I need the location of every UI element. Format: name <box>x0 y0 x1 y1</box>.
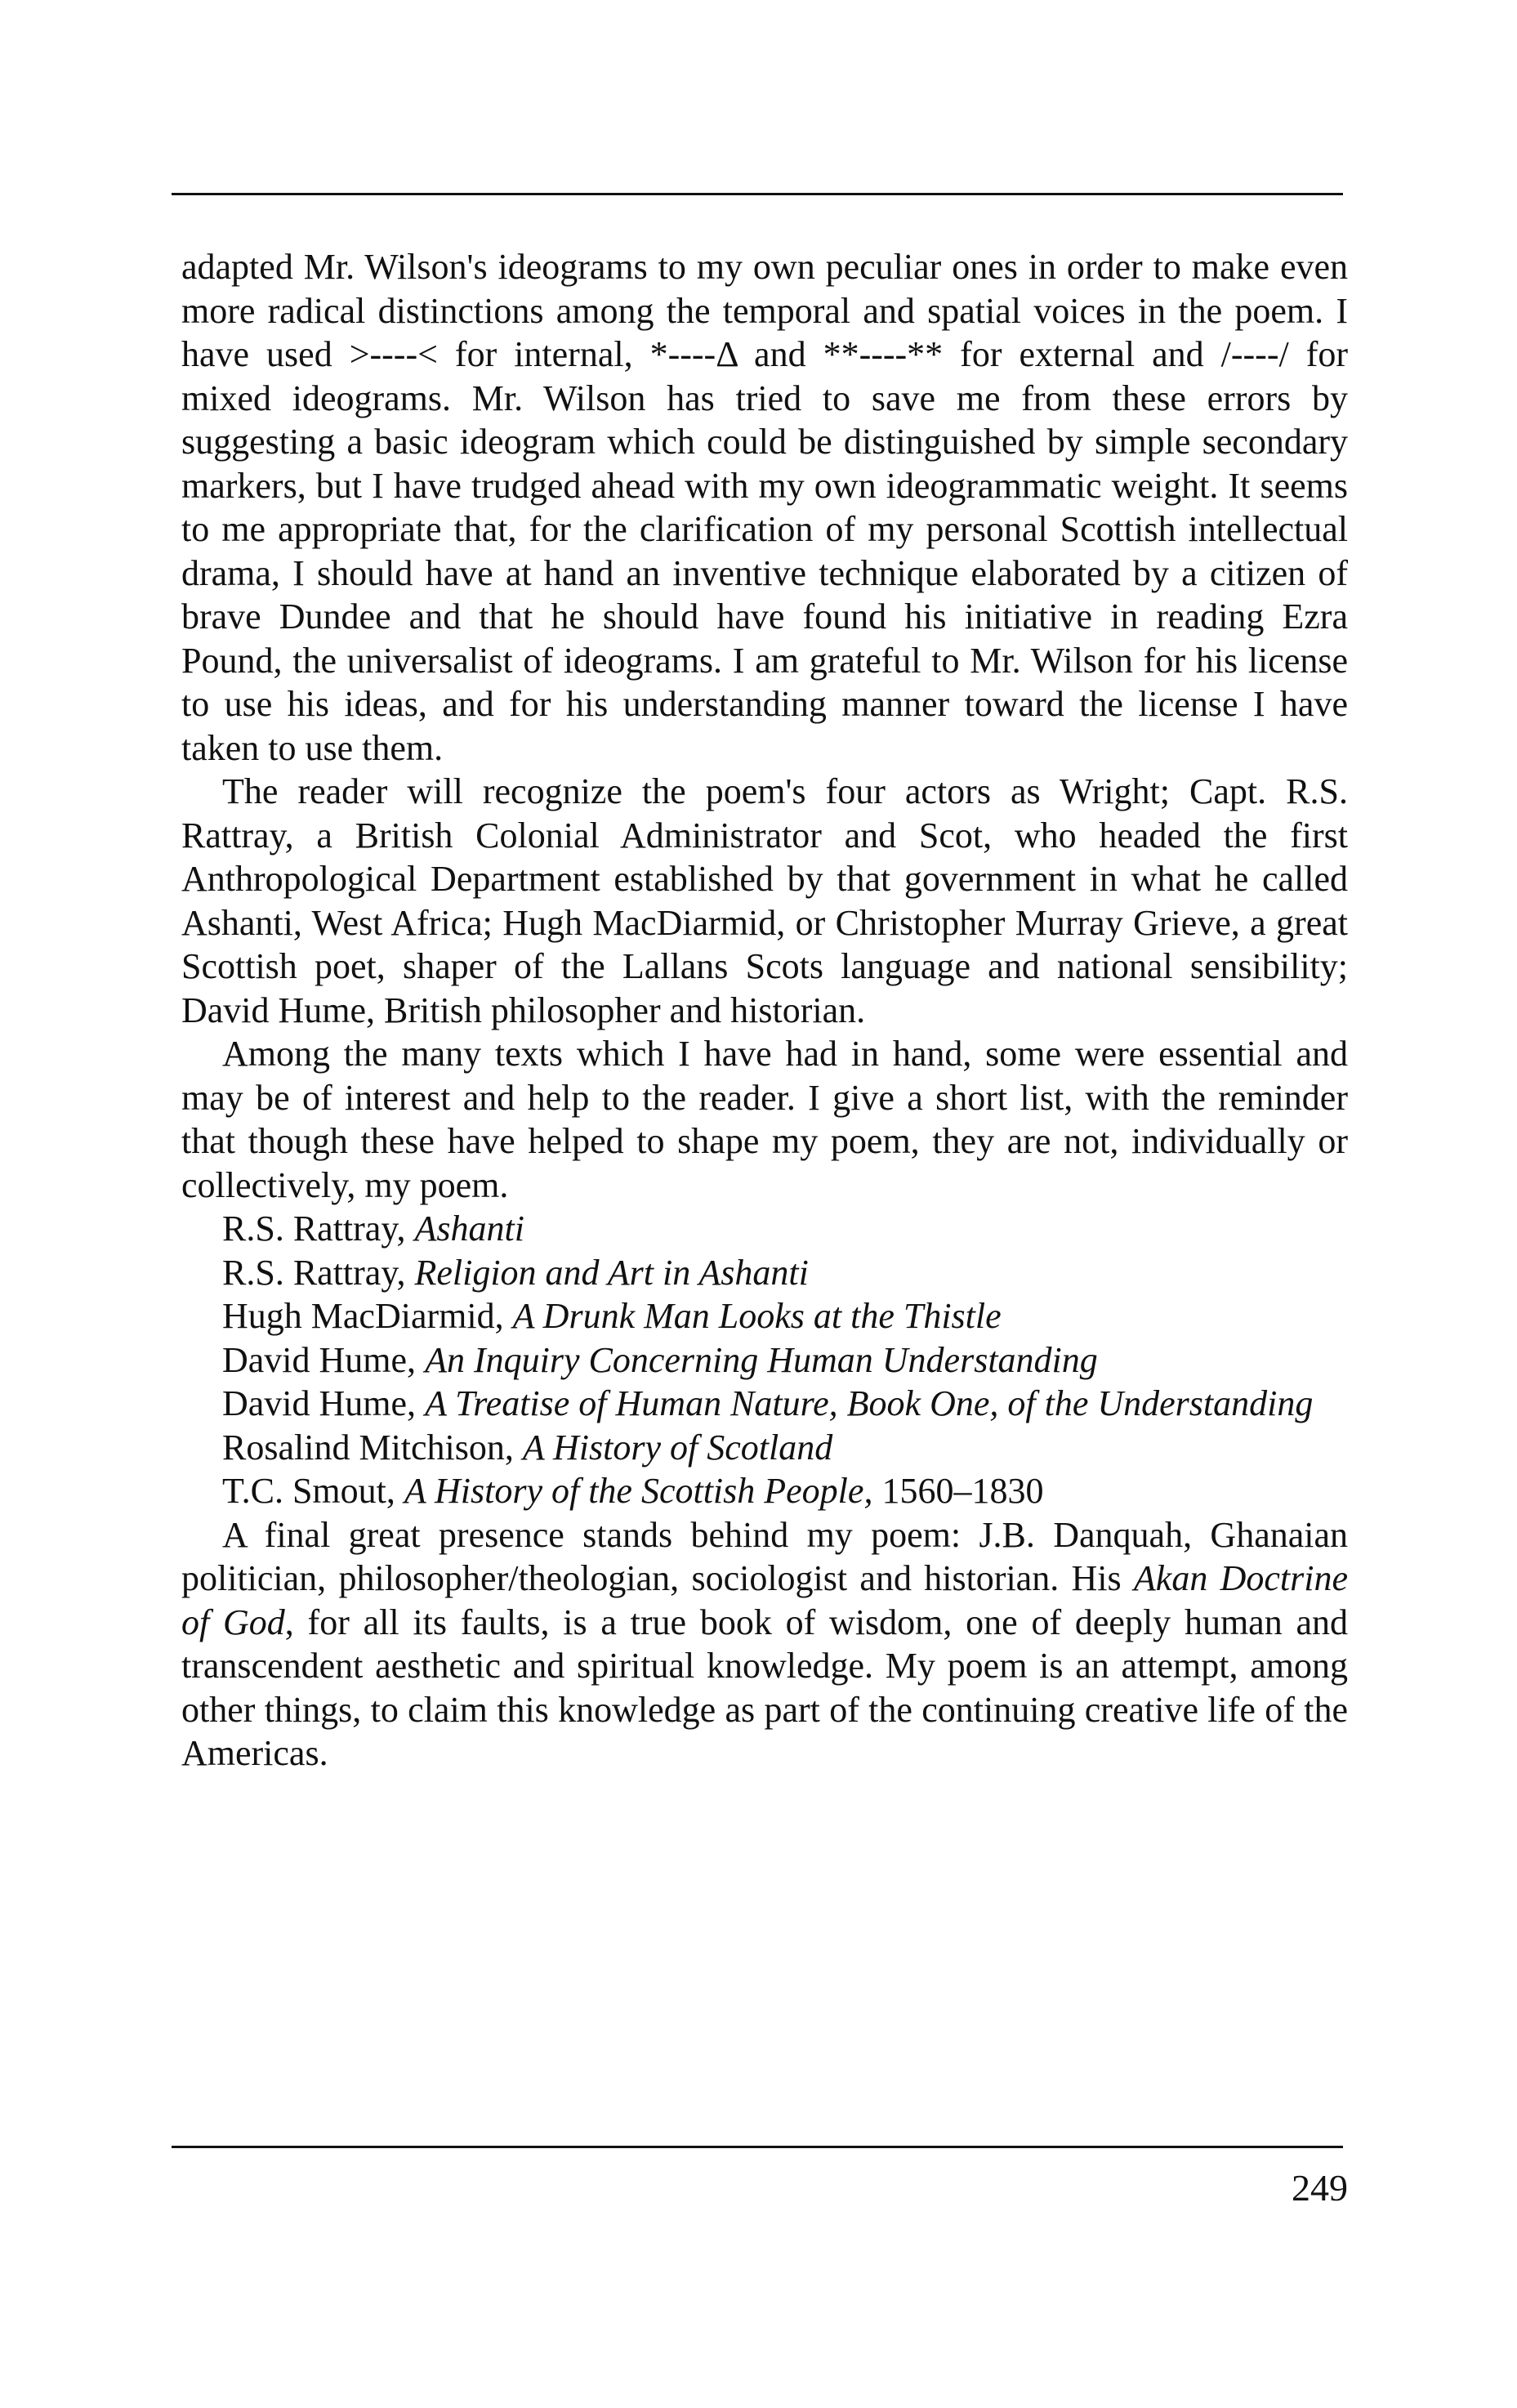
closing-text-before: A final great presence stands behind my poem: J.B. Danquah, Ghanaian politician, philosopher/theologian, sociologist and historian. His <box>181 1514 1348 1598</box>
entry-author: T.C. Smout, <box>222 1471 404 1511</box>
bibliography-entry <box>181 1382 1348 1426</box>
bibliography-entry <box>181 1251 1348 1295</box>
bibliography-entry <box>181 1426 1348 1470</box>
entry-extra: 1560–1830 <box>872 1471 1044 1511</box>
entry-author: David Hume, <box>222 1383 426 1423</box>
entry-title: An Inquiry Concerning Human Understanding <box>425 1339 1098 1380</box>
entry-title: A History of Scotland <box>522 1427 833 1468</box>
footer-rule <box>172 2146 1343 2148</box>
bibliography-entry <box>181 1294 1348 1338</box>
bibliography-entry <box>181 1338 1348 1383</box>
entry-title: A Drunk Man Looks at the Thistle <box>512 1296 1002 1336</box>
paragraph-texts: Among the many texts which I have had in hand, some were essential and may be of interest and help to the reader. I give a short list, with the reminder that though these have helped to shape my poem, they are not, individually or collectively, my poem. <box>181 1034 1348 1205</box>
entry-title: A Treatise of Human Nature, Book One, of the Understanding <box>425 1383 1314 1423</box>
bibliography-entry <box>181 1207 1348 1251</box>
entry-title: Religion and Art in Ashanti <box>414 1252 809 1293</box>
entry-author: Hugh MacDiarmid, <box>222 1296 513 1336</box>
closing-book-title: Akan Doctrine of God <box>181 1558 1349 1642</box>
entry-title: A History of the Scottish People, <box>404 1471 873 1511</box>
paragraph-actors: The reader will recognize the poem's four actors as Wright; Capt. R.S. Rattray, a British Colonial Administrator and Scot, who headed the first Anthropological Department established by that government in what he called Ashanti, West Africa; Hugh MacDiarmid, or Christopher Murray Grieve, a great Scottish poet, shaper of the Lallans Scots language and national sensibility; David Hume, British philosopher and historian. <box>181 771 1348 1030</box>
paragraph-danquah <box>181 1513 1348 1776</box>
entry-title: Ashanti <box>414 1208 524 1249</box>
paragraph-ideograms: adapted Mr. Wilson's ideograms to my own peculiar ones in order to make even more radical distinctions among the temporal and spatial voices in the poem. I have used >----< for internal, *----Δ and **----** for external and /----/ for mixed ideograms. Mr. Wilson has tried to save me from these errors by suggesting a basic ideogram which could be distinguished by simple secondary markers, but I have trudged ahead with my own ideogrammatic weight. It seems to me appropriate that, for the clarification of my personal Scottish intellectual drama, I should have at hand an inventive technique elaborated by a citizen of brave Dundee and that he should have found his initiative in reading Ezra Pound, the universalist of ideograms. I am grateful to Mr. Wilson for his license to use his ideas, and for his understanding manner toward the license I have taken to use them. <box>181 247 1348 768</box>
entry-author: R.S. Rattray, <box>222 1208 415 1249</box>
bibliography-entry <box>181 1469 1348 1513</box>
body-text <box>181 245 1348 1776</box>
page-number: 249 <box>1292 2167 1348 2209</box>
entry-author: David Hume, <box>222 1339 426 1380</box>
header-rule <box>172 193 1343 195</box>
entry-author: R.S. Rattray, <box>222 1252 415 1293</box>
entry-author: Rosalind Mitchison, <box>222 1427 523 1468</box>
closing-text-after: , for all its faults, is a true book of wisdom, one of deeply human and transcendent aesthetic and spiritual knowledge. My poem is an attempt, among other things, to claim this knowledge as part of the continuing creative life of the Americas. <box>181 1602 1349 1773</box>
bibliography-list <box>181 1207 1348 1513</box>
